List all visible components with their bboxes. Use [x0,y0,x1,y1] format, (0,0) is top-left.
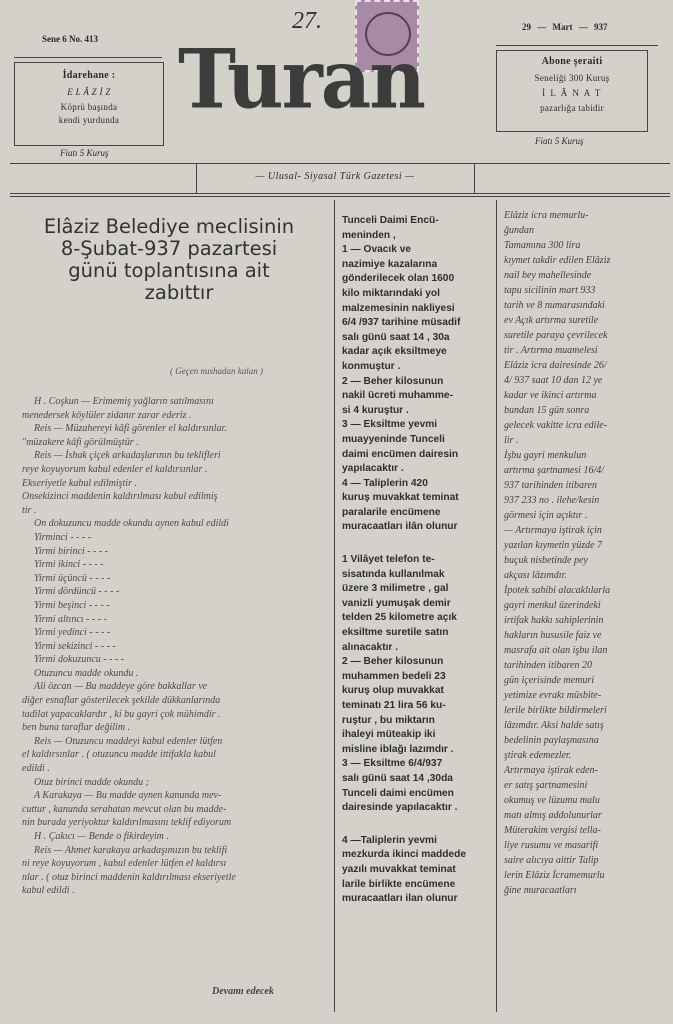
issue-number: Sene 6 No. 413 [42,34,98,44]
text-line: sisatında kullanılmak [342,568,445,580]
rule [10,163,670,164]
text-line: Yirmi birinci - - - - [34,545,108,557]
address-line: Köprü başında [60,102,118,112]
handwritten-note: 27. [292,8,322,34]
text-line: 2 — Beher kilosunun [342,375,444,387]
text-line: konmuştur . [342,360,401,372]
text-line: reye koyuyorum kabul edenler el kaldırsınlar . [22,463,208,475]
text-line: edildi . [22,763,50,775]
text-line: vanizli yumuşak demir [342,597,451,609]
text-line: 2 — Beher kilosunun [342,656,444,668]
text-line: suretile paraya çevrilecek [504,330,608,341]
subscription-box [496,50,648,132]
text-line: menedersek köylüler zidanır zarar ederiz . [22,409,192,421]
text-line: tarih ve 8 numarasındaki [504,300,605,311]
text-line: lerile birlikte bildirmeleri [504,705,607,716]
text-line: nail bey mahellesinde [504,270,592,281]
text-line: 1 Vilâyet telefon te- [342,554,435,566]
text-line: bedelinin paylaşmasına [504,735,599,746]
text-line: ğine muracaatları [504,885,577,896]
text-line: Reis — Ahmet karakaya arkadaşımızın bu teklifi [34,844,228,856]
text-line: Elâziz icra memurlu- [504,210,589,221]
text-line: Tamamına 300 lira [504,240,581,251]
text-line: alınacaktır . [342,641,399,653]
address-line: kendi yurdunda [58,115,120,125]
text-line: 3 — Eksiltme yevmi [342,419,438,431]
text-line: üzere 3 milimetre , gal [342,583,449,595]
article-body [22,395,328,898]
text-line: Otuz birinci madde okundu ; [34,776,149,788]
text-line: Yirmi üçüncü - - - - [34,572,111,584]
text-line: 6/4 /937 tarihine müsadif [342,317,461,329]
text-line: H . Coşkun — Erimemiş yağların satılmasını [34,396,214,407]
text-line: muracaatları ilan olunur [342,893,458,905]
auction-notice [504,208,660,898]
text-line: Otuzuncu madde okundu . [34,667,139,679]
text-line: saire alıcıya aittir Talip [504,855,599,866]
subscription-line: pazarlığa tabidir [540,103,604,113]
text-line: Ekseriyetle kabul edilmiştir . [22,477,137,489]
text-line: kuruş muvakkat teminat [342,492,459,504]
address-city: E L Â Z İ Z [67,87,111,97]
text-line: liye rusumu ve masarifi [504,840,599,851]
text-line: ev Açık artırma suretile [504,315,599,326]
text-line: Yirminci - - - - [34,531,92,543]
text-line: gün içerisinde memuri [504,675,594,686]
text-line: Yirmi beşinci - - - - [34,599,110,611]
text-line: Yirmi dördüncü - - - - [34,586,120,598]
column-divider [334,200,335,1012]
text-line: tir . [22,504,37,516]
headline-line: günü toplantısına ait [68,259,270,282]
text-line: akçası lâzımdır. [504,570,567,581]
text-line: larile birlikte encümene [342,878,456,890]
headline-line: 8-Şubat-937 pazartesi [60,237,278,260]
text-line: malzemesinin nakliyesi [342,302,455,314]
text-line: Reis — İshak çiçek arkadaşlarının bu teklifleri [34,450,221,462]
text-line: Tunceli Daimi Encü- [342,215,439,226]
text-line: yazılı muvakkat teminat [342,863,456,875]
text-line: tir . Artırma muamelesi [504,345,598,356]
continuation-note: ( Geçen nushadan kalan ) [170,366,263,376]
text-line: Reis — Müzahereyi kâfi görenler el kaldırsınlar. [34,423,227,435]
text-line: salı günü saat 14 ,30da [342,772,453,784]
text-line: gayri menkul üzerindeki [504,600,601,611]
price-left: Fiatı 5 Kuruş [60,148,109,158]
text-line: paralarile encümene [342,506,441,518]
text-line [342,816,492,834]
text-line: kabul edildi . [22,885,75,897]
tender-notice [342,214,492,907]
address-box [14,62,164,146]
text-line: masrafa ait olan işbu ilan [504,645,608,656]
text-line: diğer esnaflar gösterilecek şekilde dükkanlarında [22,695,221,707]
text-line: dairesinde yapılacaktır . [342,802,458,814]
price-right: Fiatı 5 Kuruş [535,136,584,146]
text-line: Artırmaya iştirak eden- [504,765,598,776]
text-line: si 4 kuruştur . [342,404,409,416]
rule [496,45,658,46]
article-headline [8,216,330,304]
text-line: bundan 15 gün sonra [504,405,590,416]
text-line: okumuş ve lüzumu malu [504,795,600,806]
text-line [342,535,492,553]
text-line: teminatı 21 lira 56 ku- [342,700,446,711]
text-line: nlar . ( otuz birinci maddenin kaldırılması ekseriyetle [22,871,236,883]
text-line: muayyeninde Tunceli [342,433,445,445]
text-line: Onsekizinci maddenin kaldırılması kabul edilmiş [22,491,218,503]
column-divider [496,200,497,1012]
text-line: meninden , [342,229,396,241]
text-line: el kaldırsınlar . ( otuzuncu madde ittifakla kabul [22,749,216,761]
rule [10,193,670,194]
text-line: daimi encümen dairesin [342,448,459,460]
text-line: İşbu gayri menkulun [504,450,587,461]
text-line: yapılacaktır . [342,463,404,475]
text-line: gelecek vakitte icra edile- [504,420,607,431]
text-line: kıymet takdir edilen Elâziz [504,255,611,266]
text-line: kadar açık eksiltmeye [342,346,447,358]
text-line: ben buna taraflar değilim . [22,722,131,734]
rule [474,163,475,193]
headline-line: zabıttır [144,281,214,304]
text-line: matı almış addolunurlar [504,810,602,821]
ads-title: İ L Â N A T [542,88,602,98]
continued-note: Devamı edecek [212,986,274,997]
text-line: 937 233 no . ilehe/kesin [504,495,600,506]
text-line: H . Çakıcı — Bende o fikirdeyim . [34,831,169,842]
issue-date: 29 — Mart — 937 [522,22,608,32]
text-line: gönderilecek olan 1600 [342,273,455,285]
text-line: Tunceli daimi encümen [342,787,454,799]
text-line: yazılan kıymetin yüzde 7 [504,540,603,551]
text-line: muhammen bedeli 23 [342,670,446,682]
text-line: Elâziz icra dairesinde 26/ [504,360,607,371]
text-line: hakların hususile faiz ve [504,630,602,641]
text-line: kuruş olup muvakkat [342,685,444,697]
text-line: Yirmi yedinci - - - - [34,627,111,639]
subscription-line: Seneliği 300 Kuruş [534,73,610,83]
text-line: cuttur , kanunda serahatan mevcut olan bu madde- [22,803,227,815]
text-line: 4/ 937 saat 10 dan 12 ye [504,375,603,386]
rule [14,57,162,58]
text-line: Ali özcan — Bu maddeye göre bakkallar ve [34,681,208,693]
text-line: misline iblağı lazımdır . [342,743,454,755]
text-line: nazimiye kazalarına [342,258,438,270]
text-line: eksiltme suretile satın [342,627,449,639]
subscription-title: Abone şeraiti [541,56,603,67]
text-line: kadar ve ikinci artırma [504,390,597,401]
text-line: 1 — Ovacık ve [342,244,412,256]
text-line: ştirak edemezler. [504,750,572,761]
text-line: Yirmi dokuzuncu - - - - [34,654,125,666]
text-line: On dokuzuncu madde okundu aynen kabul edildi [34,518,229,530]
text-line: tarihinden itibaren 20 [504,660,592,671]
text-line: Yirmi ikinci - - - - [34,559,104,571]
text-line: ni reye koyuyorum , kabul edenler lütfen el kaldırsı [22,858,227,870]
text-line: "müzakere kâfi görülmüştür . [22,436,139,448]
text-line: nakil ücreti muhamme- [342,390,453,402]
text-line: Reis — Otuzuncu maddeyi kabul edenler lütfen [34,735,223,747]
text-line: tapu sicilinin mart 933 [504,285,596,296]
text-line: Yirmi altıncı - - - - [34,613,107,625]
text-line: salı günü saat 14 , 30a [342,331,450,343]
rule [10,196,670,197]
text-line: artırma şartnamesi 16/4/ [504,465,605,476]
rule [196,163,197,193]
text-line: Yirmi sekizinci - - - - [34,640,116,652]
text-line: mezkurda ikinci maddede [342,849,466,861]
text-line: lerin Elâziz İcramemurlu [504,870,605,881]
text-line: yetimize evrakı müsbite- [504,690,602,701]
text-line: — Artırmaya iştirak için [504,525,602,536]
text-line: görmesi için açıktır . [504,510,588,521]
text-line: 4 —Taliplerin yevmi [342,834,437,846]
text-line: er satış şartnamesini [504,780,588,791]
headline-line: Elâziz Belediye meclisinin [43,215,295,238]
text-line: ruştur , bu miktarın [342,714,435,726]
text-line: muracaatları ilân olunur [342,521,458,533]
text-line: A Karakaya — Bu madde aynen kanunda mev- [34,790,222,802]
address-title: İdarehane : [62,70,116,81]
text-line: kilo miktarındaki yol [342,287,440,299]
text-line: nin burada yeriyoktur kaldırılmasını teklif ediyorum [22,817,232,829]
text-line: tadilat yapacaklardır , ki bu gayri çok mühimdir . [22,708,221,720]
text-line: telden 25 kilometre açık [342,612,457,624]
text-line: irtifak hakkı sahiplerinin [504,615,604,626]
text-line: İpotek sahibi alacaklılarla [504,585,611,596]
text-line: 4 — Taliplerin 420 [342,477,428,489]
text-line: Müterakim vergisi tella- [504,825,601,836]
paper-subtitle: — Ulusal- Siyasal Türk Gazetesi — [255,171,415,182]
text-line: ğundan [504,225,534,236]
text-line: lir . [504,435,519,446]
text-line: buçuk nisbetinde pey [504,555,588,566]
text-line: 3 — Eksiltme 6/4/937 [342,758,443,770]
text-line: ihaleyi müteakip iki [342,729,436,741]
masthead-title: Turan [178,31,424,128]
text-line: 937 tarihinden itibaren [504,480,597,491]
text-line: lâzımdır. Aksi halde satış [504,720,604,731]
